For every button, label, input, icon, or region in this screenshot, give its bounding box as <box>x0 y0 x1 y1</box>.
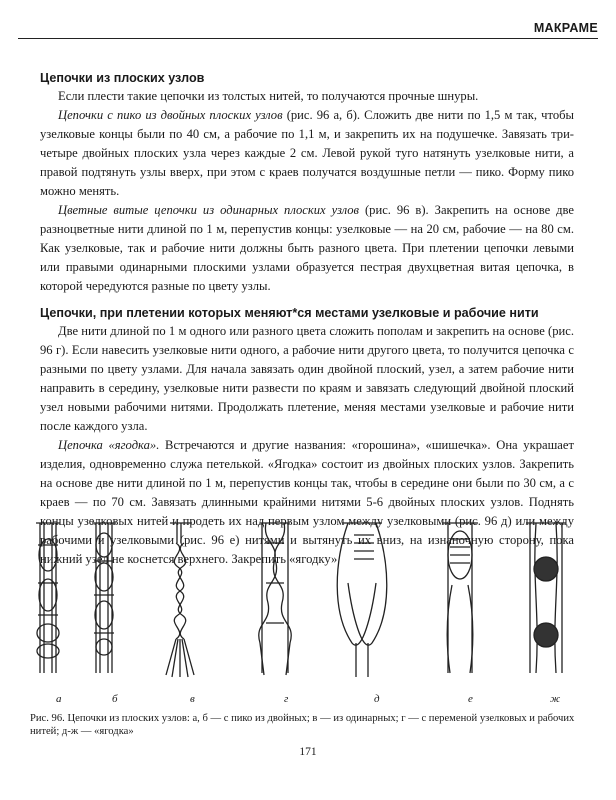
figure-letter: е <box>468 693 473 705</box>
page-number: 171 <box>299 746 317 758</box>
caption-prefix: Рис. 96. <box>30 713 65 724</box>
paragraph-text: Встречаются и другие названия: «горошина», «шишечка». Она украшает изделия, одновременно служа петелькой. «Ягодка» состоит из двойных плоских узлов. Закрепить на основе две нити длиной по 1 м, перепустив концы так, чтобы в середине они были по 30 см, а с краев — по 70 см. Завязать длинными крайними нитями 5-6 двойных плоских узлов. Поднять концы узелковых нитей и продеть их над первым узлом между узелковыми (рис. 96 д) или между рабочими и узелковыми (рис. 96 е) нитями и вытянуть их вниз, на изнаночную сторону, пока нижний узел не коснется верхнего. Закрепить «ягодку» <box>40 438 574 566</box>
chain-e <box>442 523 478 673</box>
section-heading-swapping-threads: Цепочки, при плетении которых меняют*ся местами узелковые и рабочие нити <box>40 306 539 320</box>
figure-letter: а <box>56 693 62 705</box>
italic-term: Цепочка «ягодка». <box>58 438 160 452</box>
chain-b <box>92 523 116 673</box>
figure-96-illustration <box>30 515 586 685</box>
figure-caption <box>30 712 586 738</box>
paragraph <box>40 87 574 106</box>
italic-term: Цветные витые цепочки из одинарных плоских узлов <box>58 203 360 217</box>
section-heading-flat-knots: Цепочки из плоских узлов <box>40 71 205 85</box>
page-body <box>40 70 574 569</box>
macrame-chains-drawing <box>30 515 586 685</box>
paragraph <box>40 322 574 436</box>
figure-letter: д <box>374 693 380 705</box>
chain-v <box>166 523 194 677</box>
caption-text: Цепочки из плоских узлов: а, б — с пико из двойных; в — из одинарных; г — с переменой узелковых и рабочих нитей; д-ж — «ягодка» <box>30 713 575 737</box>
running-header <box>18 20 598 39</box>
figure-letter: в <box>190 693 195 705</box>
chain-zh <box>526 523 566 673</box>
paragraph-text: (рис. 96 а, б). Сложить две нити по 1,5 м так, чтобы узелковые концы были по 40 см, а рабочие по 1,1 м, и закрепить их на подушечке. Завязать три-четыре двойных плоских узла через каждые 2 см. Левой рукой туго натянуть узелковые нити, а правой подтянуть узлы вверх, при этом с краев получатся воздушные петли — пико. Форму пико можно менять. <box>40 108 574 198</box>
paragraph-text: Две нити длиной по 1 м одного или разного цвета сложить пополам и закрепить на основе (рис. 96 г). Если навесить узелковые нити одного, а рабочие нити другого цвета, то получится цепочка с разными по цвету узлами. Для начала завязать один двойной плоский, узел, а затем рабочие нити направить в середину, узелковые нити развести по краям и завязать следующий двойной плоский узел новыми рабочими нитями. Продолжать плетение, меняя местами узелковые и рабочие нити после каждого узла. <box>40 324 574 433</box>
figure-letter: ж <box>550 693 561 705</box>
header-title: МАКРАМЕ <box>533 21 598 35</box>
figure-letter: г <box>284 693 289 705</box>
paragraph <box>40 106 574 201</box>
paragraph-text: Если плести такие цепочки из толстых нитей, то получаются прочные шнуры. <box>58 89 479 103</box>
chain-d <box>337 523 387 677</box>
chain-g <box>259 523 291 675</box>
figure-letter: б <box>112 693 118 705</box>
paragraph <box>40 201 574 296</box>
paragraph-text: (рис. 96 в). Закрепить на основе две разноцветные нити длиной по 1 м, перепустив концы: узелковые — на 20 см, рабочие — на 80 см. Как узелковые, так и рабочие нити должны быть разного цвета. При плетении цепочки левыми или правыми одинарными плоскими узлами образуется пестрая двухцветная витая цепочка, в которой чередуются разные по цвету узлы. <box>40 203 575 293</box>
chain-a <box>36 523 60 673</box>
italic-term: Цепочки с пико из двойных плоских узлов <box>58 108 283 122</box>
